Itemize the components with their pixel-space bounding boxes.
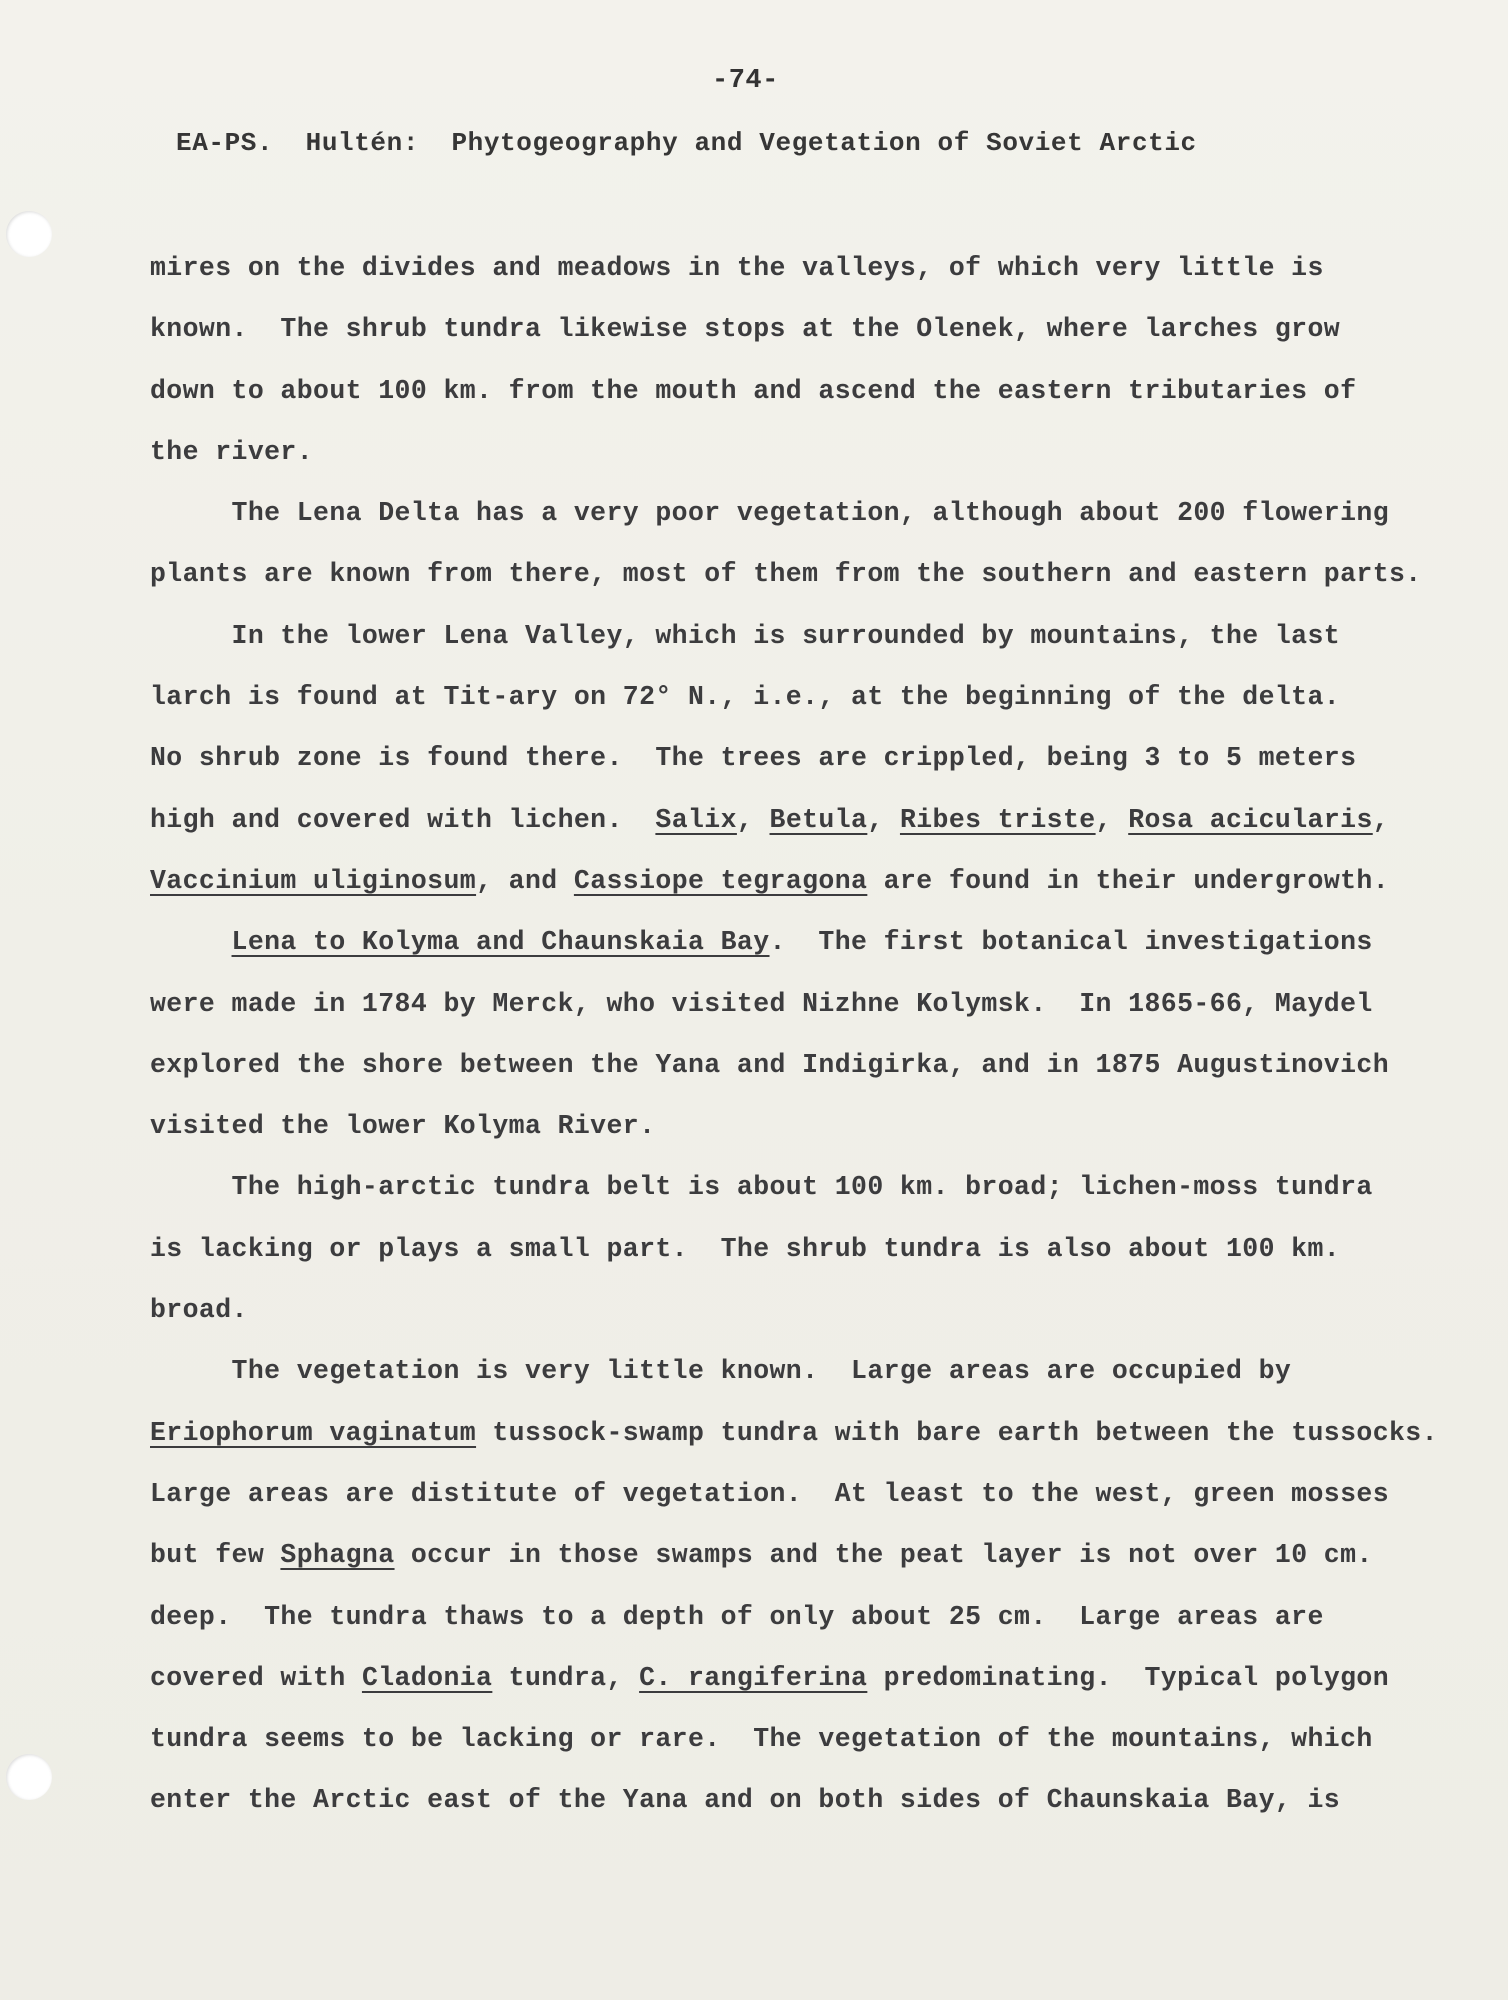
text-segment: No shrub zone is found there. The trees are crippled, being 3 to 5 meters bbox=[150, 743, 1357, 774]
text-line bbox=[150, 1035, 1389, 1096]
text-line bbox=[150, 790, 1390, 851]
text-segment: were made in 1784 by Merck, who visited Nizhne Kolymsk. In 1865-66, Maydel bbox=[150, 988, 1373, 1019]
text-segment: broad. bbox=[150, 1295, 248, 1326]
text-line bbox=[150, 1525, 1373, 1586]
text-segment: tussock-swamp tundra with bare earth between the tussocks. bbox=[476, 1417, 1438, 1448]
text-segment: The Lena Delta has a very poor vegetation, although about 200 flowering bbox=[150, 498, 1389, 529]
underlined-taxon: Rosa acicularis bbox=[1128, 804, 1373, 835]
text-line bbox=[150, 1648, 1390, 1709]
text-segment: The high-arctic tundra belt is about 100 km. broad; lichen-moss tundra bbox=[150, 1172, 1373, 1203]
text-line bbox=[150, 1157, 1373, 1218]
text-segment: down to about 100 km. from the mouth and ascend the eastern tributaries of bbox=[150, 375, 1357, 406]
body-text bbox=[150, 238, 1438, 1832]
text-line bbox=[150, 1219, 1370, 1280]
text-line bbox=[150, 1587, 1370, 1648]
text-segment: but few bbox=[150, 1540, 281, 1571]
page-header: EA-PS. Hultén: Phytogeography and Vegetation of Soviet Arctic bbox=[176, 128, 1197, 158]
underlined-taxon: Ribes triste bbox=[899, 804, 1096, 835]
text-segment: explored the shore between the Yana and Indigirka, and in 1875 Augustinovich bbox=[150, 1049, 1389, 1080]
text-line bbox=[150, 667, 1370, 728]
punch-hole bbox=[6, 1754, 52, 1800]
text-line bbox=[150, 1464, 1389, 1525]
text-segment: the river. bbox=[150, 436, 314, 467]
text-line bbox=[150, 1341, 1370, 1402]
underlined-taxon: Betula bbox=[769, 804, 868, 835]
text-segment: predominating. Typical polygon bbox=[867, 1662, 1390, 1693]
underlined-taxon: Eriophorum vaginatum bbox=[150, 1417, 477, 1448]
text-line bbox=[150, 606, 1370, 667]
text-line bbox=[150, 1096, 1370, 1157]
text-line bbox=[150, 912, 1373, 973]
text-segment: , bbox=[867, 804, 900, 835]
text-line bbox=[150, 483, 1389, 544]
text-segment: enter the Arctic east of the Yana and on both sides of Chaunskaia Bay, is bbox=[150, 1785, 1341, 1816]
text-segment: plants are known from there, most of them from the southern and eastern parts. bbox=[150, 559, 1422, 590]
text-segment: high and covered with lichen. bbox=[150, 804, 656, 835]
underlined-taxon: Lena to Kolyma and Chaunskaia Bay bbox=[231, 927, 770, 958]
text-segment: tundra, bbox=[492, 1662, 640, 1693]
text-line bbox=[150, 1709, 1373, 1770]
underlined-taxon: Cassiope tegragona bbox=[573, 865, 868, 896]
text-segment: Large areas are distitute of vegetation. At least to the west, green mosses bbox=[150, 1478, 1389, 1509]
text-line bbox=[150, 1280, 1370, 1341]
text-line bbox=[150, 299, 1370, 360]
text-segment: deep. The tundra thaws to a depth of only about 25 cm. Large areas are bbox=[150, 1601, 1324, 1632]
text-segment: In the lower Lena Valley, which is surrounded by mountains, the last bbox=[150, 620, 1341, 651]
text-segment: covered with bbox=[150, 1662, 362, 1693]
underlined-taxon: Sphagna bbox=[280, 1540, 395, 1571]
text-segment: The vegetation is very little known. Large areas are occupied by bbox=[150, 1356, 1292, 1387]
text-segment: visited the lower Kolyma River. bbox=[150, 1111, 656, 1142]
text-segment: . The first botanical investigations bbox=[769, 927, 1373, 958]
underlined-taxon: Vaccinium uliginosum bbox=[150, 865, 477, 896]
text-segment: , bbox=[736, 804, 770, 835]
text-line bbox=[150, 1770, 1370, 1831]
text-segment: , and bbox=[476, 865, 574, 896]
text-line bbox=[150, 851, 1390, 912]
text-line bbox=[150, 238, 1370, 299]
text-segment: mires on the divides and meadows in the valleys, of which very little is bbox=[150, 253, 1324, 283]
text-segment bbox=[150, 927, 232, 957]
text-segment: tundra seems to be lacking or rare. The vegetation of the mountains, which bbox=[150, 1724, 1373, 1755]
text-segment: , bbox=[1095, 804, 1129, 835]
text-line bbox=[150, 728, 1370, 789]
text-line bbox=[150, 544, 1422, 605]
text-line bbox=[150, 1403, 1438, 1464]
text-line bbox=[150, 974, 1373, 1035]
text-segment: larch is found at Tit-ary on 72° N., i.e., at the beginning of the delta. bbox=[150, 682, 1341, 713]
text-segment: are found in their undergrowth. bbox=[867, 865, 1390, 896]
page-number: -74- bbox=[712, 66, 779, 96]
text-segment: is lacking or plays a small part. The shrub tundra is also about 100 km. bbox=[150, 1233, 1341, 1264]
underlined-taxon: Salix bbox=[655, 804, 737, 835]
underlined-taxon: Cladonia bbox=[361, 1662, 493, 1693]
text-segment: , bbox=[1372, 804, 1390, 835]
punch-hole bbox=[6, 211, 52, 257]
text-segment: occur in those swamps and the peat layer is not over 10 cm. bbox=[394, 1540, 1373, 1571]
underlined-taxon: C. rangiferina bbox=[639, 1662, 868, 1693]
text-segment: known. The shrub tundra likewise stops at the Olenek, where larches grow bbox=[150, 314, 1341, 345]
text-line bbox=[150, 422, 1370, 483]
text-line bbox=[150, 361, 1370, 422]
